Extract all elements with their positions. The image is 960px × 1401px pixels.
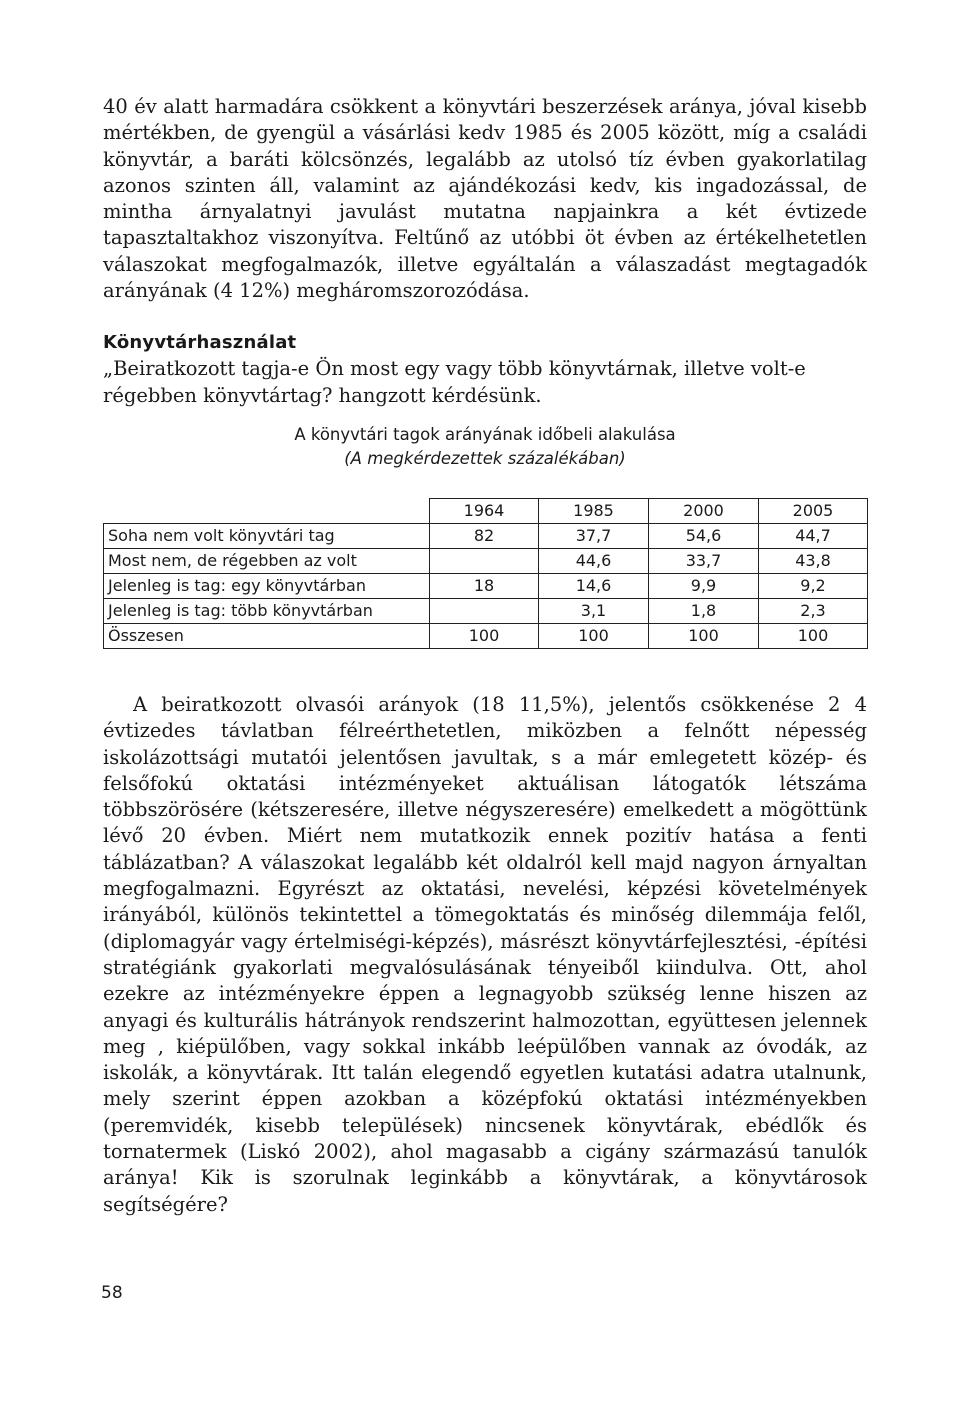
row-label: Jelenleg is tag: egy könyvtárban (104, 573, 430, 598)
section-title: Könyvtárhasználat (103, 332, 297, 354)
table-cell: 2,3 (759, 598, 868, 623)
row-label: Soha nem volt könyvtári tag (104, 523, 430, 548)
table-row (104, 598, 868, 623)
intro-paragraph: 40 év alatt harmadára csökkent a könyvtári beszerzések aránya, jóval kisebb mértékben, de gyengül a vásárlási kedv 1985 és 2005 között, míg a családi könyvtár, a baráti kölcsönzés, legalább az utolsó tíz évben gyakorlatilag azonos szinten áll, valamint az ajándékozási kedv, kis ingadozással, de mintha árnyalatnyi javulást mutatna napjainkra a két évtizede tapasztaltakhoz viszonyítva. Feltűnő az utóbbi öt évben az értékelhetetlen válaszokat megfogalmazók, illetve egyáltalán a válaszadást megtagadók arányának (4 12%) megháromszorozódása. (103, 95, 867, 303)
table-cell: 37,7 (539, 523, 649, 548)
table-cell: 100 (649, 623, 759, 648)
table-header-row (104, 498, 868, 523)
row-label: Most nem, de régebben az volt (104, 548, 430, 573)
table-row (104, 523, 868, 548)
table-cell: 33,7 (649, 548, 759, 573)
table-cell (430, 598, 539, 623)
page-body (103, 94, 867, 1218)
library-membership-table (103, 498, 868, 649)
table-cell: 44,7 (759, 523, 868, 548)
table-cell: 9,2 (759, 573, 868, 598)
table-row (104, 573, 868, 598)
table-cell: 14,6 (539, 573, 649, 598)
table-caption: A könyvtári tagok arányának időbeli alakulása (294, 424, 676, 444)
table-cell: 82 (430, 523, 539, 548)
table-cell: 1,8 (649, 598, 759, 623)
table-cell: 18 (430, 573, 539, 598)
table-cell: 43,8 (759, 548, 868, 573)
table-cell: 44,6 (539, 548, 649, 573)
table-cell: 3,1 (539, 598, 649, 623)
column-header: 1985 (539, 498, 649, 523)
table-cell: 100 (539, 623, 649, 648)
page-number: 58 (101, 1283, 123, 1303)
table-cell: 9,9 (649, 573, 759, 598)
table-subcaption: (A megkérdezettek százalékában) (344, 448, 626, 468)
column-header: 1964 (430, 498, 539, 523)
table-cell: 54,6 (649, 523, 759, 548)
row-label: Jelenleg is tag: több könyvtárban (104, 598, 430, 623)
table-cell (430, 548, 539, 573)
table-row (104, 623, 868, 648)
table-row (104, 548, 868, 573)
column-header: 2005 (759, 498, 868, 523)
row-label: Összesen (104, 623, 430, 648)
survey-question: „Beiratkozott tagja-e Ön most egy vagy több könyvtárnak, illetve volt-e régebben könyvtártag? hangzott kérdésünk. (103, 357, 806, 407)
column-header: 2000 (649, 498, 759, 523)
closing-paragraph: A beiratkozott olvasói arányok (18 11,5%), jelentős csökkenése 2 4 évtizedes távlatban félreérthetetlen, miközben a felnőtt népesség iskolázottsági mutatói jelentősen javultak, s a már emlegetett közép- és felsőfokú oktatási intézményeket aktuálisan látogatók létszáma többszörösére (kétszeresére, illetve négyszeresére) emelkedett a mögöttünk lévő 20 évben. Miért nem mutatkozik ennek pozitív hatása a fenti táblázatban? A válaszokat legalább két oldalról kell majd nagyon árnyaltan megfogalmazni. Egyrészt az oktatási, nevelési, képzési követelmények irányából, különös tekintettel a tömegoktatás és minőség dilemmája felől, (diplomagyár vagy értelmiségi-képzés), másrészt könyvtárfejlesztési, -építési stratégiánk gyakorlati megvalósulásának tényeiből kiindulva. Ott, ahol ezekre az intézményekre éppen a legnagyobb szükség lenne hiszen az anyagi és kulturális hátrányok rendszerint halmozottan, együttesen jelennek meg , kiépülőben, vagy sokkal inkább leépülőben vannak az óvodák, az iskolák, a könyvtárak. Itt talán elegendő egyetlen kutatási adatra utalnunk, mely szerint éppen azokban a középfokú oktatási intézményekben (peremvidék, kisebb települések) nincsenek könyvtárak, ebédlők és tornatermek (Liskó 2002), ahol magasabb a cigány származású tanulók aránya! Kik is szorulnak leginkább a könyvtárak, a könyvtárosok segítségére? (103, 692, 867, 1216)
table-cell: 100 (759, 623, 868, 648)
table-corner-cell (104, 498, 430, 523)
table-cell: 100 (430, 623, 539, 648)
